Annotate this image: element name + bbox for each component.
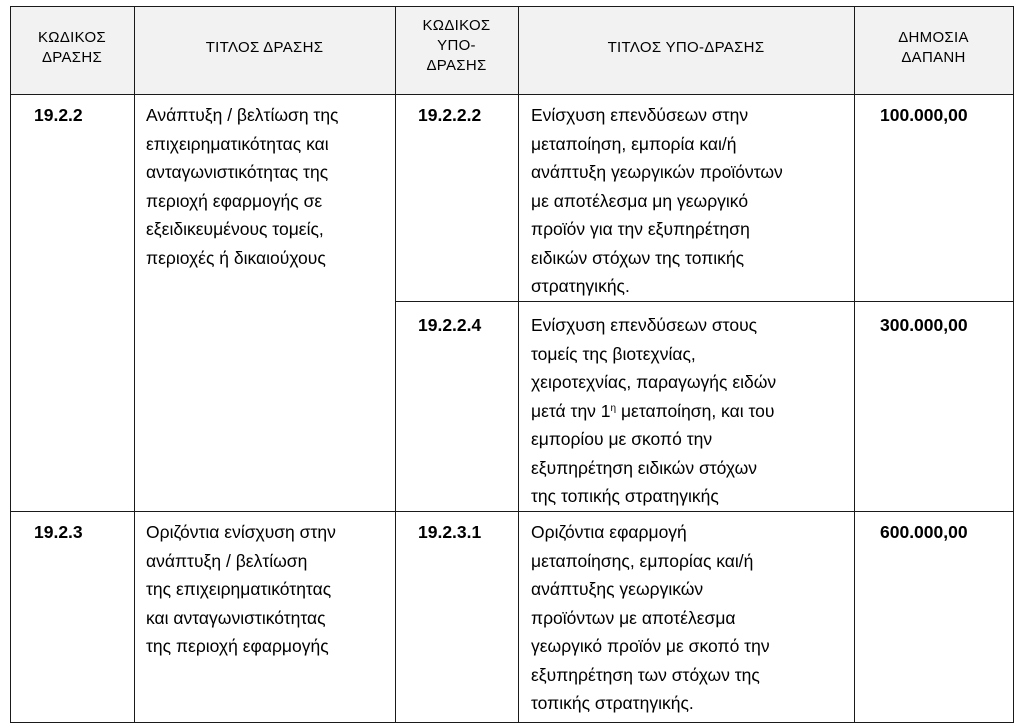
col-border-5	[1013, 6, 1014, 723]
sub2-title	[531, 311, 776, 511]
col-border-4	[854, 6, 855, 723]
row1-title-line3: ανταγωνιστικότητας της	[146, 162, 329, 182]
sub1-title-line6: ειδικών στόχων της τοπικής	[531, 247, 745, 268]
row-divider	[10, 511, 1014, 512]
sub1-title	[531, 101, 783, 301]
sub2-title-line4-post: μεταποίηση, και του	[616, 400, 775, 421]
header-subaction-code-line2: ΥΠΟ-	[437, 37, 476, 54]
sub1-title-line4: με αποτέλεσμα μη γεωργικό	[531, 190, 749, 211]
row1-title-line1: Ανάπτυξη / βελτίωση της	[146, 105, 339, 125]
row2-title-line4: και ανταγωνιστικότητας	[146, 607, 326, 628]
col-border-0	[10, 6, 11, 723]
header-action-code	[10, 28, 134, 68]
row2-action-code: 19.2.3	[34, 522, 83, 542]
col-border-1	[134, 6, 135, 723]
sub3-title-line5: γεωργικό προϊόν με σκοπό την	[531, 636, 770, 656]
sub1-title-line2: μεταποίηση, εμπορία και/ή	[531, 133, 737, 154]
sub2-title-line1: Ενίσχυση επενδύσεων στους	[531, 315, 758, 335]
sub2-title-line6: εξυπηρέτηση ειδικών στόχων	[531, 457, 758, 478]
header-subaction-title-text: ΤΙΤΛΟΣ ΥΠΟ-ΔΡΑΣΗΣ	[607, 39, 765, 56]
header-bottom-border	[10, 94, 1014, 95]
sub2-expense: 300.000,00	[880, 315, 968, 335]
sub1-expense: 100.000,00	[880, 105, 968, 125]
row1-title-line5: εξειδικευμένους τομείς,	[146, 219, 324, 239]
row1-action-code: 19.2.2	[34, 105, 83, 125]
row2-title-line2: ανάπτυξη / βελτίωση	[146, 550, 308, 571]
col-border-3	[518, 6, 519, 723]
header-action-title-text: ΤΙΤΛΟΣ ΔΡΑΣΗΣ	[205, 39, 324, 56]
sub3-title	[531, 518, 770, 718]
sub2-title-line4-pre: μετά την 1	[531, 400, 611, 421]
sub2-title-line7: της τοπικής στρατηγικής	[531, 486, 719, 506]
sub-row-divider	[395, 301, 1014, 302]
header-public-expense-line2: ΔΑΠΑΝΗ	[901, 49, 966, 66]
sub3-code: 19.2.3.1	[418, 522, 482, 542]
sub2-title-line4-sup: η	[610, 402, 617, 414]
header-subaction-code-line1: ΚΩΔΙΚΟΣ	[422, 17, 491, 34]
table-top-border	[10, 6, 1014, 7]
sub2-code: 19.2.2.4	[418, 315, 482, 335]
header-action-code-line2: ΔΡΑΣΗΣ	[41, 49, 103, 66]
sub2-title-line2: τομείς της βιοτεχνίας,	[531, 343, 696, 364]
header-public-expense	[854, 28, 1013, 68]
row1-title-line6: περιοχές ή δικαιούχους	[146, 247, 326, 268]
sub3-title-line3: ανάπτυξης γεωργικών	[531, 579, 704, 599]
sub2-title-line4	[531, 397, 776, 426]
row1-action-title	[146, 101, 339, 272]
header-public-expense-line1: ΔΗΜΟΣΙΑ	[898, 29, 969, 46]
sub3-expense: 600.000,00	[880, 522, 968, 542]
sub3-title-line2: μεταποίησης, εμπορίας και/ή	[531, 550, 754, 571]
sub3-title-line4: προϊόντων με αποτέλεσμα	[531, 607, 736, 628]
header-action-title	[134, 38, 395, 58]
header-action-code-line1: ΚΩΔΙΚΟΣ	[38, 29, 106, 46]
table-bottom-border	[10, 722, 1014, 723]
sub1-code: 19.2.2.2	[418, 105, 482, 125]
sub2-title-line5: εμπορίου με σκοπό την	[531, 429, 713, 449]
sub3-title-line1: Οριζόντια εφαρμογή	[531, 522, 687, 542]
header-subaction-code-line3: ΔΡΑΣΗΣ	[426, 57, 487, 74]
sub1-title-line3: ανάπτυξη γεωργικών προϊόντων	[531, 162, 783, 182]
header-subaction-title	[518, 38, 854, 58]
row1-title-line2: επιχειρηματικότητας και	[146, 133, 329, 154]
sub1-title-line1: Ενίσχυση επενδύσεων στην	[531, 105, 749, 125]
sub3-title-line6: εξυπηρέτηση των στόχων της	[531, 664, 760, 685]
sub1-title-line5: προϊόν για την εξυπηρέτηση	[531, 219, 750, 239]
sub1-title-line7: στρατηγικής.	[531, 276, 630, 296]
sub3-title-line7: τοπικής στρατηγικής.	[531, 693, 694, 713]
row2-title-line3: της επιχειρηματικότητας	[146, 579, 332, 599]
col-border-2	[395, 6, 396, 723]
row2-title-line5: της περιοχή εφαρμογής	[146, 636, 329, 656]
row2-title-line1: Οριζόντια ενίσχυση στην	[146, 522, 336, 542]
row1-title-line4: περιοχή εφαρμογής σε	[146, 190, 323, 211]
sub2-title-line3: χειροτεχνίας, παραγωγής ειδών	[531, 372, 777, 392]
header-subaction-code	[395, 16, 518, 76]
row2-action-title	[146, 518, 336, 661]
